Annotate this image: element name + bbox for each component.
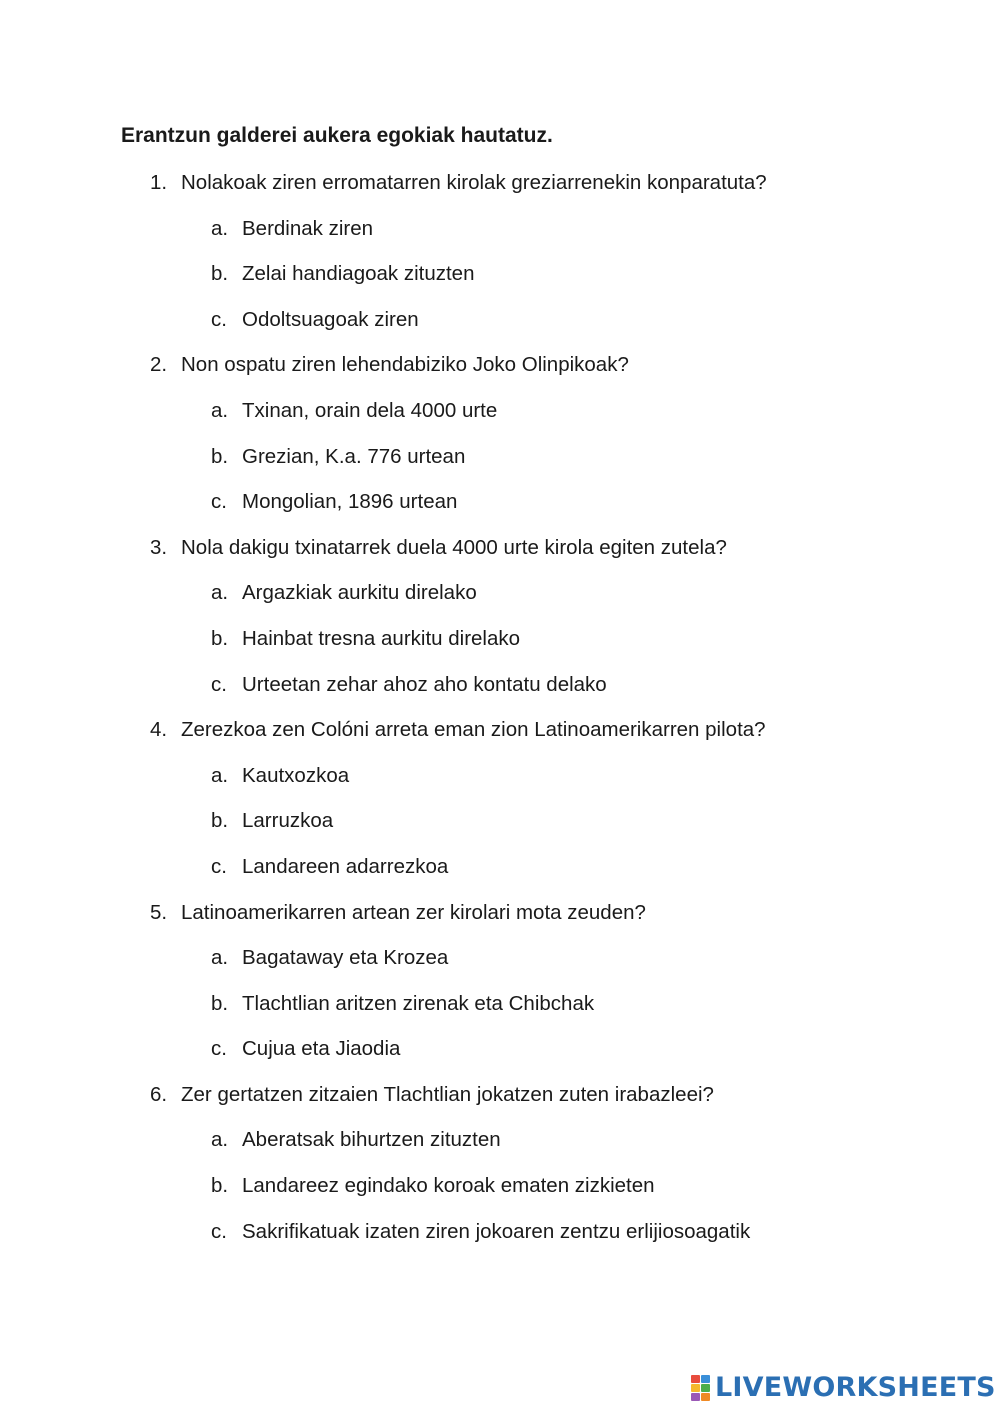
logo-block <box>701 1384 710 1392</box>
logo-block <box>691 1393 700 1401</box>
option-letter: c. <box>211 490 227 514</box>
liveworksheets-logo-icon <box>691 1375 711 1401</box>
option-text: Larruzkoa <box>242 809 334 833</box>
option-text: Bagataway eta Krozea <box>242 946 449 970</box>
question-text: Latinoamerikarren artean zer kirolari mota zeuden? <box>181 900 646 924</box>
question-4 <box>0 716 999 762</box>
option-letter: c. <box>211 307 227 331</box>
option-text: Grezian, K.a. 776 urtean <box>242 444 466 468</box>
logo-block <box>691 1375 700 1383</box>
question-text: Nolakoak ziren erromatarren kirolak greziarrenekin konparatuta? <box>181 171 767 194</box>
answer-option[interactable] <box>0 944 999 990</box>
option-letter: c. <box>211 1037 227 1061</box>
answer-option[interactable] <box>0 990 999 1036</box>
answer-option[interactable] <box>0 1172 999 1218</box>
question-number: 6. <box>150 1082 168 1106</box>
option-text: Landareen adarrezkoa <box>242 854 449 878</box>
option-text: Berdinak ziren <box>242 216 374 240</box>
option-text: Hainbat tresna aurkitu direlako <box>242 626 521 650</box>
answer-option[interactable] <box>0 625 999 671</box>
option-letter: b. <box>211 444 229 468</box>
question-list <box>0 169 999 1263</box>
question-number: 3. <box>150 535 168 559</box>
question-text: Zer gertatzen zitzaien Tlachtlian jokatzen zuten irabazleei? <box>181 1082 714 1106</box>
option-text: Zelai handiagoak zituzten <box>242 262 475 286</box>
option-letter: c. <box>211 672 227 696</box>
option-letter: b. <box>211 1174 229 1198</box>
answer-option[interactable] <box>0 579 999 625</box>
logo-block <box>701 1375 710 1383</box>
answer-option[interactable] <box>0 807 999 853</box>
option-text: Odoltsuagoak ziren <box>242 307 419 331</box>
answer-option[interactable] <box>0 443 999 489</box>
option-letter: c. <box>211 854 227 878</box>
option-letter: a. <box>211 946 229 970</box>
option-letter: a. <box>211 398 229 422</box>
option-letter: c. <box>211 1219 227 1243</box>
option-text: Argazkiak aurkitu direlako <box>242 581 477 605</box>
answer-option[interactable] <box>0 1126 999 1172</box>
option-text: Mongolian, 1896 urtean <box>242 490 458 514</box>
answer-option[interactable] <box>0 1218 999 1264</box>
option-letter: a. <box>211 581 229 605</box>
question-2 <box>0 351 999 397</box>
option-text: Tlachtlian aritzen zirenak eta Chibchak <box>242 991 595 1015</box>
answer-option[interactable] <box>0 762 999 808</box>
answer-option[interactable] <box>0 671 999 717</box>
option-text: Aberatsak bihurtzen zituzten <box>242 1128 501 1152</box>
option-letter: a. <box>211 216 229 240</box>
answer-option[interactable] <box>0 488 999 534</box>
option-letter: b. <box>211 991 229 1015</box>
option-letter: a. <box>211 1128 229 1152</box>
question-text: Zerezkoa zen Colóni arreta eman zion Latinoamerikarren pilota? <box>181 718 766 742</box>
question-text: Nola dakigu txinatarrek duela 4000 urte kirola egiten zutela? <box>181 535 727 559</box>
logo-text: LIVEWORKSHEETS <box>715 1372 996 1403</box>
question-text: Non ospatu ziren lehendabiziko Joko Olinpikoak? <box>181 353 629 377</box>
logo-block <box>701 1393 710 1401</box>
answer-option[interactable] <box>0 397 999 443</box>
option-letter: b. <box>211 626 229 650</box>
option-letter: a. <box>211 763 229 787</box>
answer-option[interactable] <box>0 1035 999 1081</box>
question-number: 2. <box>150 353 168 377</box>
question-number: 4. <box>150 718 168 742</box>
question-number: 5. <box>150 900 168 924</box>
option-text: Txinan, orain dela 4000 urte <box>242 398 498 422</box>
question-3 <box>0 534 999 580</box>
option-letter: b. <box>211 809 229 833</box>
question-5 <box>0 899 999 945</box>
answer-option[interactable] <box>0 306 999 352</box>
option-text: Kautxozkoa <box>242 763 350 787</box>
option-letter: b. <box>211 262 229 286</box>
liveworksheets-logo <box>691 1371 996 1405</box>
answer-option[interactable] <box>0 215 999 261</box>
question-6 <box>0 1081 999 1127</box>
answer-option[interactable] <box>0 853 999 899</box>
answer-option[interactable] <box>0 260 999 306</box>
option-text: Urteetan zehar ahoz aho kontatu delako <box>242 672 607 696</box>
option-text: Landareez egindako koroak ematen zizkieten <box>242 1174 655 1198</box>
page-title: Erantzun galderei aukera egokiak hautatuz. <box>121 124 553 147</box>
option-text: Sakrifikatuak izaten ziren jokoaren zentzu erlijiosoagatik <box>242 1219 751 1243</box>
option-text: Cujua eta Jiaodia <box>242 1037 401 1061</box>
question-number: 1. <box>150 171 168 194</box>
question-1 <box>0 169 999 215</box>
logo-block <box>691 1384 700 1392</box>
